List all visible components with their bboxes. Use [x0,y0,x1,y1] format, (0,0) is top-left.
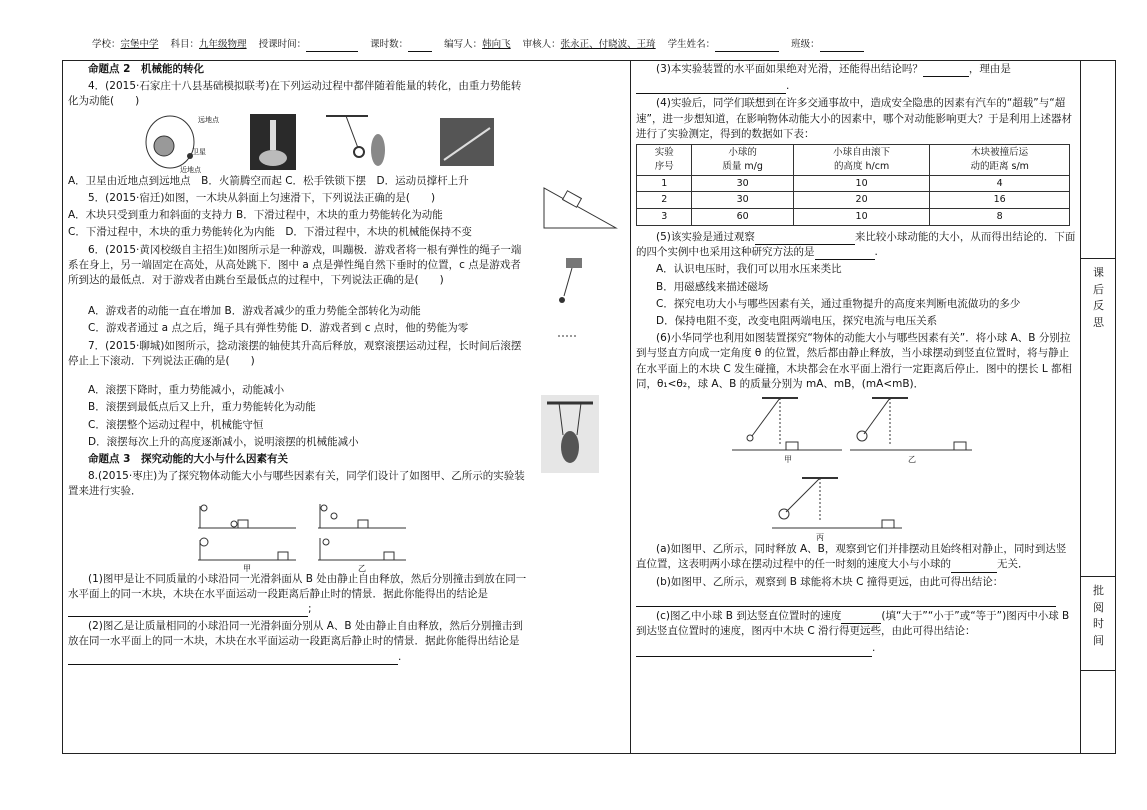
q5-blank-1[interactable] [755,233,855,245]
q4-stem: 4．(2015·石家庄十八县基础模拟联考)在下列运动过程中都伴随着能量的转化，由重力势能转化为动能( ) [68,80,522,108]
q6c-line: . [636,641,1076,656]
side-column [1080,60,1116,754]
left-column [68,62,528,667]
pendulum-bing [772,478,902,528]
topic2-title: 命题点 2 机械能的转化 [88,63,204,75]
q5-option-c: C．探究电功大小与哪些因素有关，通过重物提升的高度来判断电流做功的多少 [656,297,1021,310]
q5-option-a: A．认识电压时，我们可以用水压来类比 [656,263,842,276]
q6-option-c: C．游戏者通过 a 点之后，绳子具有弹性势能 D．游戏者到 c 点时，他的势能为零 [88,322,469,335]
q4-figure-row [140,112,520,174]
q4-options: A．卫星由近地点到远地点 B．火箭腾空而起 C．松手铁锁下摆 D．运动员撑杆上升 [68,174,469,187]
q7-option-c: C．滚摆整个运动过程中，机械能守恒 [88,418,264,431]
q8-part2-blank[interactable] [68,653,398,665]
q5-option-c: C．下滑过程中，木块的重力势能转化为内能 D．下滑过程中，木块的机械能保持不变 [68,226,472,239]
table-header-mass: 小球的 质量 m/g [692,145,793,176]
q8-figures [68,502,528,572]
author-field: 编写人：韩向飞 [444,39,511,50]
table-header-trial: 实验 序号 [637,145,692,176]
q5-text: (5)该实验是通过观察 来比较小球动能的大小，从而得出结论的．下面的四个实例中也采用这种研究方法的是 . [636,230,1076,260]
student-name-field: 学生姓名： [668,38,780,54]
q6-stem: 6．(2015·黄冈校级自主招生)如图所示是一种游戏，叫蹦极．游戏者将一根有弹性的绳子一端系在身上，另一端固定在高处，从高处跳下．图中 a 点是弹性绳自然下垂时的位置，c 点是游戏者所到达的最低点．对于游戏者由跳台至最低点的过程中，下列说法正确的是( ) [68,243,522,286]
q6a-blank[interactable] [951,561,997,573]
q5-blank-2[interactable] [815,248,875,260]
table-row: 2 30 20 16 [637,192,1070,209]
school-field: 学校：宗堡中学 [92,39,159,50]
q8-part2: (2)图乙是让质量相同的小球沿同一光滑斜面分别从 A、B 处由静止自由释放，然后分别撞击到放在同一水平面上的同一木块，木块在水平面运动一段距离后静止时的情景．据此你能得出结论是. [68,619,528,665]
q3-reason-line: . [636,79,1076,94]
document-header [92,38,1102,54]
right-column [636,62,1076,659]
q8-label-yi: 乙 [358,563,366,572]
q6-option-a: A．游戏者的动能一直在增加 B．游戏者减少的重力势能全部转化为动能 [88,305,421,318]
q8-part1-blank[interactable] [68,605,308,617]
fig-label-sat: 卫星 [192,147,206,156]
q7-stem: 7．(2015·聊城)如图所示，捻动滚摆的轴使其升高后释放，观察滚摆运动过程，长时间后滚摆停止上下滚动．下列说法正确的是( ) [68,339,522,367]
q8-stem: 8.(2015·枣庄)为了探究物体动能大小与哪些因素有关，同学们设计了如图甲、乙所示的实验装置来进行实验． [68,470,525,498]
table-row: 1 30 10 4 [637,175,1070,192]
time-field: 授课时间： [259,38,359,54]
q6-bungee-figure [548,256,588,342]
q7-yo-yo-figure [541,395,599,473]
review-time-box: 批 阅 时 间 [1081,576,1116,670]
q5-option-a: A．木块只受到重力和斜面的支持力 B．下滑过程中，木块的重力势能转化为动能 [68,209,443,222]
q6c-text: (c)图乙中小球 B 到达竖直位置时的速度 (填“大于”“小于”或“等于”)图丙中小球 B 到达竖直位置时的速度，图丙中木块 C 滑行得更远些，由此可得出结论： [636,609,1070,638]
subject-field: 科目：九年级物理 [170,39,247,50]
q3-blank[interactable] [923,65,969,77]
column-divider [630,60,631,754]
q6-label-jia: 甲 [784,455,792,465]
q5-option-b: B．用磁感线来描述磁场 [656,280,769,293]
q8-fig-jia [198,505,296,560]
q7-option-b: B．滚摆到最低点后又上升，重力势能转化为动能 [88,401,316,414]
fig-label-near: 近地点 [180,165,201,174]
satellite-orbit-figure [146,116,194,168]
q3-reason-blank[interactable] [636,82,786,94]
q5-stem: 5．(2015·宿迁)如图，一木块从斜面上匀速滑下，下列说法正确的是( ) [88,191,436,204]
blank-box [1081,670,1116,754]
after-class-reflection-box: 课 后 反 思 [1081,258,1116,576]
q7-option-a: A．滚摆下降时，重力势能减小，动能减小 [88,384,285,397]
q6b-text: (b)如图甲、乙所示，观察到 B 球能将木块 C 撞得更远，由此可得出结论： [656,575,1004,588]
q5-option-d: D．保持电阻不变，改变电阻两端电压，探究电流与电压关系 [656,315,938,328]
q4-figures [68,112,528,174]
q8-label-jia: 甲 [243,563,251,572]
reviewer-field: 审核人：张永正、付晓波、王琦 [522,39,656,50]
q3-text: (3)本实验装置的水平面如果绝对光滑，还能得出结论吗？ ，理由是 [636,62,1076,77]
q6-label-bing: 丙 [816,533,824,543]
q6b-line [636,592,1076,607]
hours-field: 课时数： [370,38,432,54]
q8-fig-yi [318,504,406,560]
topic3-title: 命题点 3 探究动能的大小与什么因素有关 [88,452,288,465]
q4-text: (4)实验后，同学们联想到在许多交通事故中，造成安全隐患的因素有汽车的“超载”与“超速”，进一步想知道，在影响物体动能大小的因素中，哪个对动能影响更大？于是利用上述器材进行了实验测定，得到的数据如下表： [636,97,1072,140]
pendulum-yi [850,398,972,450]
iron-lock-pendulum-figure [326,116,385,166]
q8-figure-set [198,502,408,572]
q6-label-yi: 乙 [908,455,916,465]
pendulum-jia [732,398,842,450]
q6-pendulum-figures [732,394,1032,542]
experiment-data-table [636,144,1070,226]
q8-part1: (1)图甲是让不同质量的小球沿同一光滑斜面从 B 处由静止自由释放，然后分别撞击到放在同一水平面上的同一木块，木块在水平面运动一段距离后静止时的情景．据此你能得出的结论是; [68,572,528,618]
q6-text: (6)小华同学也利用如图装置探究“物体的动能大小与哪些因素有关”．将小球 A、B 分别拉到与竖直方向成一定角度 θ 的位置，然后都由静止释放，当小球摆动到竖直位置时，将与静止在水平面上的木块 C 发生碰撞，木块都会在水平面上滑行一定距离后停止．图中的摆长 L 都相同，θ₁<θ₂，球 A、B 的质量分别为 mA、mB，(mA<mB)． [636,332,1073,390]
table-header-distance: 木块被撞后运 动的距离 s/m [930,145,1070,176]
class-field: 班级： [791,38,864,54]
q5-incline-figure [540,180,620,232]
q6-figures [636,394,1076,542]
q6c-answer-blank[interactable] [636,645,872,657]
q6b-blank[interactable] [636,595,1056,607]
pole-vault-photo [440,118,494,166]
q6c-blank[interactable] [841,612,881,624]
table-header-height: 小球自由滚下 的高度 h/cm [793,145,930,176]
q7-option-d: D．滚摆每次上升的高度逐渐减小，说明滚摆的机械能减小 [88,435,359,448]
table-row: 3 60 10 8 [637,209,1070,226]
q6a-text: (a)如图甲、乙所示，同时释放 A、B，观察到它们并排摆动且始终相对静止，同时到达竖直位置，这表明两小球在摆动过程中的任一时刻的速度大小与小球的 无关． [636,542,1076,572]
fig-label-far: 远地点 [198,115,219,124]
